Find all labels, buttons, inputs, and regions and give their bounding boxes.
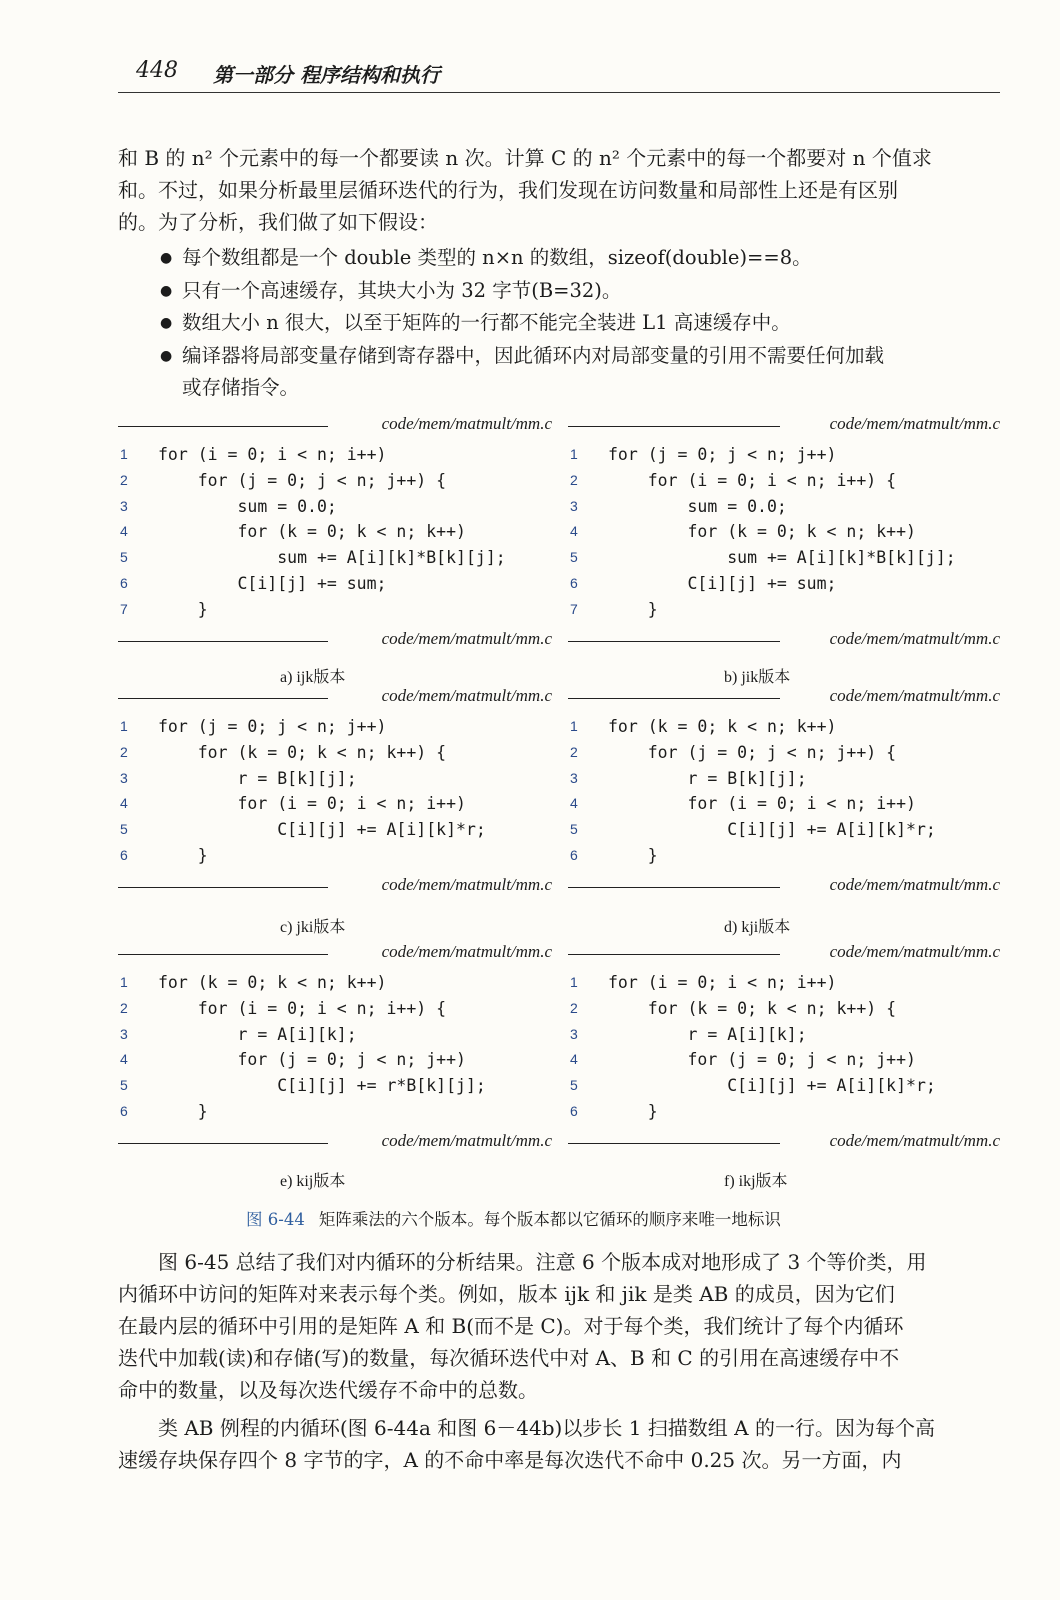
- text-line: 命中的数量，以及每次迭代缓存不命中的总数。: [118, 1378, 538, 1402]
- line-number: 5: [120, 821, 128, 838]
- file-name: code/mem/matmult/mm.c: [829, 686, 1000, 705]
- code-line: [118, 1047, 552, 1073]
- code-text: C[i][j] += A[i][k]*r;: [608, 1076, 936, 1096]
- code-text: for (j = 0; j < n; j++): [158, 717, 387, 736]
- code-text: r = A[i][k];: [158, 1024, 357, 1044]
- rule-line: [118, 954, 328, 955]
- text-line: 的。为了分析，我们做了如下假设：: [118, 210, 438, 234]
- listing-caption: f) ikj版本: [724, 1173, 788, 1190]
- code-lines: [118, 442, 552, 623]
- listing-rule-top: [568, 414, 1000, 438]
- code-line: [568, 597, 1000, 623]
- code-text: }: [158, 845, 208, 865]
- code-line: [118, 1022, 552, 1048]
- line-number: 1: [570, 446, 578, 462]
- line-number: 6: [120, 1102, 128, 1119]
- code-text: for (i = 0; i < n; i++) {: [158, 998, 447, 1018]
- line-number: 4: [120, 795, 128, 812]
- class-ab-paragraph: [118, 1412, 1000, 1476]
- line-number: 1: [120, 974, 128, 990]
- code-text: for (i = 0; i < n; i++): [158, 794, 466, 814]
- listing-rule-top: [568, 942, 1000, 966]
- listing-caption: d) kji版本: [724, 919, 791, 936]
- code-text: r = B[k][j];: [608, 768, 807, 788]
- page-header: [118, 58, 1000, 93]
- code-text: r = A[i][k];: [608, 1024, 807, 1044]
- rule-line: [568, 1143, 780, 1144]
- code-line: [118, 791, 552, 817]
- code-listing: [118, 942, 552, 1155]
- line-number: 1: [120, 718, 128, 734]
- code-text: }: [158, 1101, 208, 1121]
- listing-rule-top: [118, 414, 552, 438]
- assumption-list: [160, 242, 1000, 405]
- text-line: 和。不过，如果分析最里层循环迭代的行为，我们发现在访问数量和局部性上还是有区别: [118, 178, 898, 202]
- code-text: for (k = 0; k < n; k++): [608, 717, 837, 736]
- line-number: 6: [570, 1102, 578, 1119]
- code-line: [568, 791, 1000, 817]
- file-name: code/mem/matmult/mm.c: [829, 414, 1000, 433]
- line-number: 5: [570, 821, 578, 838]
- line-number: 7: [570, 600, 578, 617]
- code-line: [568, 970, 1000, 996]
- line-number: 2: [120, 999, 128, 1016]
- line-number: 3: [570, 769, 578, 786]
- code-line: [118, 766, 552, 792]
- line-number: 6: [120, 846, 128, 863]
- line-number: 4: [120, 1051, 128, 1068]
- line-number: 1: [570, 974, 578, 990]
- line-number: 4: [570, 523, 578, 540]
- line-number: 4: [570, 1051, 578, 1068]
- code-line: [568, 996, 1000, 1022]
- code-line: [568, 545, 1000, 571]
- text-line: 在最内层的循环中引用的是矩阵 A 和 B(而不是 C)。对于每个类，我们统计了每个内循环: [118, 1314, 904, 1338]
- figure-number: 图 6-44: [246, 1210, 305, 1229]
- rule-line: [568, 954, 780, 955]
- line-number: 5: [120, 1077, 128, 1094]
- code-line: [568, 740, 1000, 766]
- code-text: for (j = 0; j < n; j++): [608, 445, 837, 464]
- text-line: 和 B 的 n² 个元素中的每一个都要读 n 次。计算 C 的 n² 个元素中的每一个都要对 n 个值求: [118, 146, 932, 170]
- line-number: 1: [120, 446, 128, 462]
- code-line: [568, 766, 1000, 792]
- code-text: C[i][j] += A[i][k]*r;: [158, 820, 486, 840]
- text-line: 迭代中加载(读)和存储(写)的数量，每次循环迭代中对 A、B 和 C 的引用在高速缓存中不: [118, 1346, 900, 1370]
- text-line: 图 6-45 总结了我们对内循环的分析结果。注意 6 个版本成对地形成了 3 个等价类，用: [118, 1250, 927, 1274]
- line-number: 3: [120, 769, 128, 786]
- line-number: 1: [570, 718, 578, 734]
- code-text: for (i = 0; i < n; i++): [158, 445, 387, 464]
- rule-line: [118, 641, 328, 642]
- code-text: for (k = 0; k < n; k++) {: [158, 742, 447, 762]
- file-name: code/mem/matmult/mm.c: [829, 628, 1000, 648]
- listing-rule-top: [118, 686, 552, 710]
- code-text: }: [608, 845, 658, 865]
- code-line: [568, 468, 1000, 494]
- code-line: [118, 996, 552, 1022]
- code-text: sum = 0.0;: [158, 496, 337, 516]
- file-name: code/mem/matmult/mm.c: [381, 628, 552, 648]
- code-text: C[i][j] += sum;: [158, 573, 387, 593]
- code-line: [118, 494, 552, 520]
- rule-line: [118, 698, 328, 699]
- code-line: [118, 714, 552, 740]
- line-number: 6: [570, 846, 578, 863]
- code-listing: [568, 942, 1000, 1155]
- code-lines: [568, 442, 1000, 623]
- listing-rule-bottom: [118, 629, 552, 653]
- line-number: 6: [570, 574, 578, 591]
- rule-line: [118, 1143, 328, 1144]
- line-number: 5: [570, 549, 578, 566]
- code-line: [568, 817, 1000, 843]
- code-line: [118, 468, 552, 494]
- file-name: code/mem/matmult/mm.c: [381, 1130, 552, 1150]
- code-line: [118, 970, 552, 996]
- code-line: [118, 571, 552, 597]
- code-text: for (k = 0; k < n; k++) {: [608, 998, 897, 1018]
- listing-rule-bottom: [118, 1131, 552, 1155]
- line-number: 3: [570, 497, 578, 514]
- code-line: [118, 740, 552, 766]
- code-text: C[i][j] += r*B[k][j];: [158, 1076, 486, 1096]
- line-number: 3: [120, 497, 128, 514]
- line-number: 4: [570, 795, 578, 812]
- code-lines: [568, 714, 1000, 869]
- rule-line: [568, 887, 780, 888]
- code-listing: [118, 686, 552, 899]
- file-name: code/mem/matmult/mm.c: [381, 942, 552, 961]
- code-line: [568, 571, 1000, 597]
- code-text: for (j = 0; j < n; j++): [608, 1050, 916, 1070]
- listing-rule-bottom: [568, 875, 1000, 899]
- file-name: code/mem/matmult/mm.c: [829, 874, 1000, 894]
- page-number: 448: [136, 58, 178, 83]
- figure-caption-text: 矩阵乘法的六个版本。每个版本都以它循环的顺序来唯一地标识: [318, 1210, 781, 1229]
- line-number: 2: [570, 999, 578, 1016]
- code-text: for (k = 0; k < n; k++): [158, 973, 387, 992]
- code-line: [118, 545, 552, 571]
- line-number: 5: [570, 1077, 578, 1094]
- code-text: for (k = 0; k < n; k++): [158, 522, 466, 542]
- code-line: [118, 597, 552, 623]
- code-line: [568, 519, 1000, 545]
- code-line: [118, 1099, 552, 1125]
- listing-caption: b) jik版本: [724, 669, 791, 686]
- code-line: [568, 1047, 1000, 1073]
- code-text: }: [608, 1101, 658, 1121]
- code-line: [568, 1099, 1000, 1125]
- code-line: [568, 714, 1000, 740]
- code-line: [568, 442, 1000, 468]
- listing-caption: c) jki版本: [280, 919, 346, 936]
- code-text: for (k = 0; k < n; k++): [608, 522, 916, 542]
- figure-caption: [246, 1206, 781, 1230]
- code-text: for (i = 0; i < n; i++) {: [608, 470, 897, 490]
- listing-rule-bottom: [568, 1131, 1000, 1155]
- code-text: for (j = 0; j < n; j++) {: [158, 470, 447, 490]
- code-line: [568, 1022, 1000, 1048]
- code-line: [118, 519, 552, 545]
- text-line: 类 AB 例程的内循环(图 6-44a 和图 6－44b)以步长 1 扫描数组 A 的一行。因为每个高: [118, 1416, 935, 1440]
- code-text: }: [158, 599, 208, 619]
- code-text: sum += A[i][k]*B[k][j];: [158, 548, 506, 568]
- code-listing: [568, 414, 1000, 653]
- listing-caption: a) ijk版本: [280, 669, 346, 686]
- file-name: code/mem/matmult/mm.c: [381, 686, 552, 705]
- chapter-title: 第一部分 程序结构和执行: [213, 63, 440, 87]
- code-text: sum = 0.0;: [608, 496, 787, 516]
- code-lines: [118, 714, 552, 869]
- listing-rule-bottom: [568, 629, 1000, 653]
- code-line: [118, 817, 552, 843]
- code-line: [568, 843, 1000, 869]
- code-text: C[i][j] += A[i][k]*r;: [608, 820, 936, 840]
- code-listing: [118, 414, 552, 653]
- rule-line: [118, 887, 328, 888]
- intro-paragraph: [118, 142, 1000, 238]
- text-line: 内循环中访问的矩阵对来表示每个类。例如，版本 ijk 和 jik 是类 AB 的成员，因为它们: [118, 1282, 895, 1306]
- listing-rule-top: [118, 942, 552, 966]
- line-number: 6: [120, 574, 128, 591]
- text-line: 速缓存块保存四个 8 字节的字，A 的不命中率是每次迭代不命中 0.25 次。另一方面，内: [118, 1448, 902, 1472]
- line-number: 2: [120, 471, 128, 488]
- code-lines: [118, 970, 552, 1125]
- rule-line: [568, 641, 780, 642]
- assumption-item: ● 数组大小 n 很大，以至于矩阵的一行都不能完全装进 L1 高速缓存中。: [160, 307, 1000, 340]
- code-text: for (i = 0; i < n; i++): [608, 973, 837, 992]
- code-line: [118, 843, 552, 869]
- line-number: 2: [120, 743, 128, 760]
- code-line: [568, 494, 1000, 520]
- line-number: 5: [120, 549, 128, 566]
- assumption-item: ● 只有一个高速缓存，其块大小为 32 字节(B=32)。: [160, 275, 1000, 308]
- file-name: code/mem/matmult/mm.c: [829, 942, 1000, 961]
- assumption-item: ● 每个数组都是一个 double 类型的 n×n 的数组，sizeof(double)==8。: [160, 242, 1000, 275]
- code-line: [118, 442, 552, 468]
- rule-line: [118, 426, 328, 427]
- code-line: [118, 1073, 552, 1099]
- code-listing: [568, 686, 1000, 899]
- code-text: C[i][j] += sum;: [608, 573, 837, 593]
- code-lines: [568, 970, 1000, 1125]
- code-text: for (j = 0; j < n; j++) {: [608, 742, 897, 762]
- file-name: code/mem/matmult/mm.c: [829, 1130, 1000, 1150]
- assumption-item: ● 编译器将局部变量存储到寄存器中，因此循环内对局部变量的引用不需要任何加载 或存储指令。: [160, 340, 1000, 405]
- listing-rule-bottom: [118, 875, 552, 899]
- code-text: sum += A[i][k]*B[k][j];: [608, 548, 956, 568]
- code-text: for (i = 0; i < n; i++): [608, 794, 916, 814]
- line-number: 3: [570, 1025, 578, 1042]
- code-text: r = B[k][j];: [158, 768, 357, 788]
- code-text: for (j = 0; j < n; j++): [158, 1050, 466, 1070]
- line-number: 2: [570, 471, 578, 488]
- line-number: 2: [570, 743, 578, 760]
- file-name: code/mem/matmult/mm.c: [381, 414, 552, 433]
- rule-line: [568, 698, 780, 699]
- code-line: [568, 1073, 1000, 1099]
- file-name: code/mem/matmult/mm.c: [381, 874, 552, 894]
- rule-line: [568, 426, 780, 427]
- listing-rule-top: [568, 686, 1000, 710]
- listing-caption: e) kij版本: [280, 1173, 346, 1190]
- line-number: 4: [120, 523, 128, 540]
- analysis-paragraph: [118, 1246, 1000, 1406]
- line-number: 7: [120, 600, 128, 617]
- code-text: }: [608, 599, 658, 619]
- line-number: 3: [120, 1025, 128, 1042]
